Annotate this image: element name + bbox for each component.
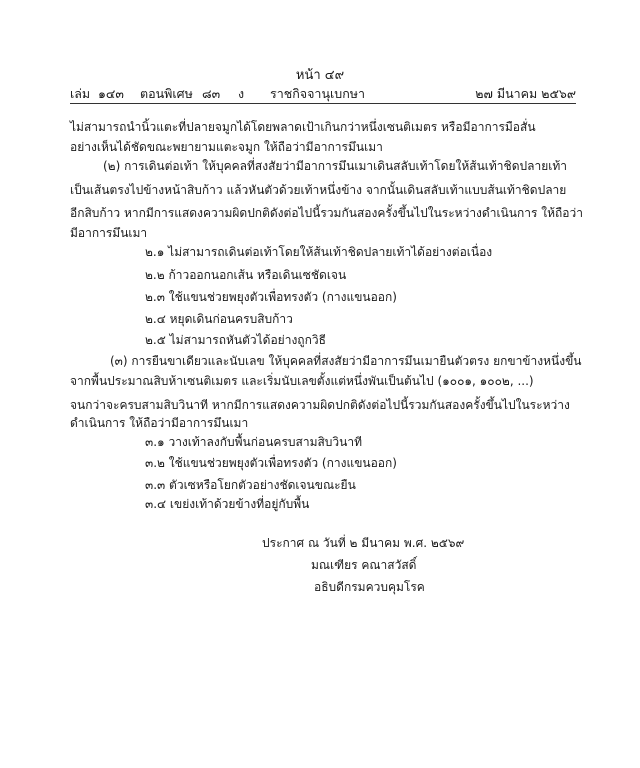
list-item: ๓.๑ วางเท้าลงกับพื้นก่อนครบสามสิบวินาที — [145, 435, 363, 449]
special-issue-label: ตอนพิเศษ — [140, 86, 193, 101]
list-item: ๓.๒ ใช้แขนช่วยพยุงตัวเพื่อทรงตัว (กางแขนออก) — [145, 456, 397, 470]
paragraph-line: เป็นเส้นตรงไปข้างหน้าสิบก้าว แล้วหันตัวด้วยเท้าหนึ่งข้าง จากนั้นเดินสลับเท้าแบบส้นเท้าชิดปลาย — [70, 183, 567, 197]
paragraph-line: อีกสิบก้าว หากมีการแสดงความผิดปกติดังต่อไปนี้รวมกันสองครั้งขึ้นไปในระหว่างดำเนินการ ให้ถือว่า — [70, 206, 583, 220]
paragraph-line: (๒) การเดินต่อเท้า ให้บุคคลที่สงสัยว่ามีอาการมึนเมาเดินสลับเท้าโดยให้ส้นเท้าชิดปลายเท้า — [103, 159, 567, 173]
list-item: ๒.๔ หยุดเดินก่อนครบสิบก้าว — [145, 312, 293, 326]
signatory-title: อธิบดีกรมควบคุมโรค — [314, 580, 425, 594]
paragraph-line: มีอาการมึนเมา — [70, 226, 148, 240]
paragraph-line: จากพื้นประมาณสิบห้าเซนติเมตร และเริ่มนับเลขตั้งแต่หนึ่งพันเป็นต้นไป (๑๐๐๑, ๑๐๐๒, ...) — [70, 374, 534, 388]
list-item: ๓.๓ ตัวเซหรือโยกตัวอย่างชัดเจนขณะยืน — [145, 478, 356, 492]
section-letter: ง — [238, 86, 245, 101]
list-item: ๒.๒ ก้าวออกนอกเส้น หรือเดินเซชัดเจน — [145, 268, 347, 282]
list-item: ๓.๔ เขย่งเท้าด้วยข้างที่อยู่กับพื้น — [145, 497, 310, 511]
page-number: หน้า ๔๙ — [295, 68, 345, 83]
paragraph-line: อย่างเห็นได้ชัดขณะพยายามแตะจมูก ให้ถือว่ามีอาการมึนเมา — [70, 140, 383, 154]
announcement-date: ประกาศ ณ วันที่ ๒ มีนาคม พ.ศ. ๒๕๖๙ — [262, 536, 465, 550]
list-item: ๒.๑ ไม่สามารถเดินต่อเท้าโดยให้ส้นเท้าชิดปลายเท้าได้อย่างต่อเนื่อง — [145, 245, 493, 259]
paragraph-line: จนกว่าจะครบสามสิบวินาที หากมีการแสดงความผิดปกติดังต่อไปนี้รวมกันสองครั้งขึ้นไปในระหว่าง — [70, 398, 570, 412]
special-issue-number: ๘๓ — [202, 86, 221, 101]
gazette-name: ราชกิจจานุเบกษา — [270, 86, 366, 101]
header-rule — [70, 103, 576, 104]
paragraph-line: ดำเนินการ ให้ถือว่ามีอาการมึนเมา — [70, 416, 249, 430]
paragraph-line: ไม่สามารถนำนิ้วแตะที่ปลายจมูกได้โดยพลาดเป้าเกินกว่าหนึ่งเซนติเมตร หรือมีอาการมือสั่น — [70, 120, 536, 134]
paragraph-line: (๓) การยืนขาเดียวและนับเลข ให้บุคคลที่สงสัยว่ามีอาการมึนเมายืนตัวตรง ยกขาข้างหนึ่งขึ้น — [110, 354, 582, 368]
issue-date: ๒๗ มีนาคม ๒๕๖๙ — [475, 86, 576, 101]
volume-label: เล่ม — [70, 86, 91, 101]
list-item: ๒.๓ ใช้แขนช่วยพยุงตัวเพื่อทรงตัว (กางแขนออก) — [145, 290, 397, 304]
signatory-name: มณเฑียร คณาสวัสดิ์ — [311, 558, 417, 572]
volume-number: ๑๔๓ — [98, 86, 124, 101]
list-item: ๒.๕ ไม่สามารถหันตัวได้อย่างถูกวิธี — [145, 333, 326, 347]
